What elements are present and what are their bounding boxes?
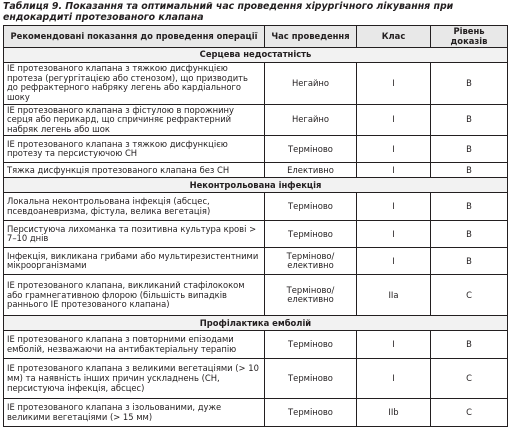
timing-cell: Терміново <box>265 221 357 248</box>
level-cell: C <box>431 399 508 427</box>
level-cell: B <box>431 221 508 248</box>
section-title: Профілактика емболій <box>4 316 508 331</box>
timing-cell: Терміново <box>265 193 357 221</box>
class-cell: I <box>357 63 431 104</box>
indication-cell: Інфекція, викликана грибами або мультирезистентними мікроорганізмами <box>4 248 265 275</box>
table-caption: Таблиця 9. Показання та оптимальний час проведення хірургічного лікування при ендокардиті протезованого клапана <box>3 1 454 23</box>
class-cell: I <box>357 163 431 178</box>
header-class: Клас <box>357 26 431 48</box>
level-cell: C <box>431 359 508 399</box>
class-cell: I <box>357 104 431 136</box>
section-row-heart-failure <box>4 48 508 63</box>
class-cell: IIa <box>357 275 431 316</box>
level-cell: B <box>431 136 508 163</box>
indication-cell: Локальна неконтрольована інфекція (абсцес, псевдоаневризма, фістула, велика вегетація) <box>4 193 265 221</box>
table-row <box>4 136 508 163</box>
header-indication: Рекомендовані показання до проведення операції <box>4 26 265 48</box>
table-row <box>4 221 508 248</box>
timing-cell: Терміново <box>265 399 357 427</box>
table-row <box>4 193 508 221</box>
timing-cell: Терміново <box>265 359 357 399</box>
table-row <box>4 248 508 275</box>
table-row <box>4 331 508 359</box>
section-row-embolism-prevention <box>4 316 508 331</box>
level-cell: C <box>431 275 508 316</box>
level-cell: B <box>431 63 508 104</box>
indication-cell: ІЕ протезованого клапана з ізольованими, дуже великими вегетаціями (> 15 мм) <box>4 399 265 427</box>
indications-table <box>3 25 508 427</box>
table-row <box>4 359 508 399</box>
class-cell: IIb <box>357 399 431 427</box>
header-timing: Час проведення <box>265 26 357 48</box>
timing-cell: Негайно <box>265 63 357 104</box>
table-row <box>4 275 508 316</box>
class-cell: I <box>357 248 431 275</box>
level-cell: B <box>431 248 508 275</box>
timing-cell: Терміново/елективно <box>265 275 357 316</box>
indication-cell: Персистуюча лихоманка та позитивна культура крові > 7–10 днів <box>4 221 265 248</box>
level-cell: B <box>431 331 508 359</box>
section-row-uncontrolled-infection <box>4 178 508 193</box>
class-cell: I <box>357 136 431 163</box>
indication-cell: ІЕ протезованого клапана, викликаний стафілококом або грамнегативною флорою (більшість випадків раннього ІЕ протезованого клапана) <box>4 275 265 316</box>
table-row <box>4 104 508 136</box>
table-row <box>4 63 508 104</box>
timing-cell: Терміново/елективно <box>265 248 357 275</box>
class-cell: I <box>357 221 431 248</box>
indication-cell: ІЕ протезованого клапана з повторними епізодами емболій, незважаючи на антибактеріальну терапію <box>4 331 265 359</box>
indication-cell: ІЕ протезованого клапана з тяжкою дисфункцією протезу та персистуючою СН <box>4 136 265 163</box>
indication-cell: ІЕ протезованого клапана з фістулою в порожнину серця або перикард, що спричиняє рефрактерний набряк легень або шок <box>4 104 265 136</box>
class-cell: I <box>357 359 431 399</box>
timing-cell: Терміново <box>265 331 357 359</box>
table-row <box>4 399 508 427</box>
level-cell: B <box>431 193 508 221</box>
section-title: Серцева недостатність <box>4 48 508 63</box>
table-row <box>4 163 508 178</box>
class-cell: I <box>357 331 431 359</box>
header-level: Рівень доказів <box>431 26 508 48</box>
indication-cell: ІЕ протезованого клапана з великими вегетаціями (> 10 мм) та наявність інших причин ускладнень (СН, персистуюча інфекція, абсцес) <box>4 359 265 399</box>
level-cell: B <box>431 104 508 136</box>
indication-cell: Тяжка дисфункція протезованого клапана без СН <box>4 163 265 178</box>
indication-cell: ІЕ протезованого клапана з тяжкою дисфункцією протеза (регургітацією або стенозом), що призводить до рефрактерного набряку легень або кардіального шоку <box>4 63 265 104</box>
section-title: Неконтрольована інфекція <box>4 178 508 193</box>
header-row <box>4 26 508 48</box>
timing-cell: Елективно <box>265 163 357 178</box>
class-cell: I <box>357 193 431 221</box>
timing-cell: Негайно <box>265 104 357 136</box>
level-cell: B <box>431 163 508 178</box>
timing-cell: Терміново <box>265 136 357 163</box>
